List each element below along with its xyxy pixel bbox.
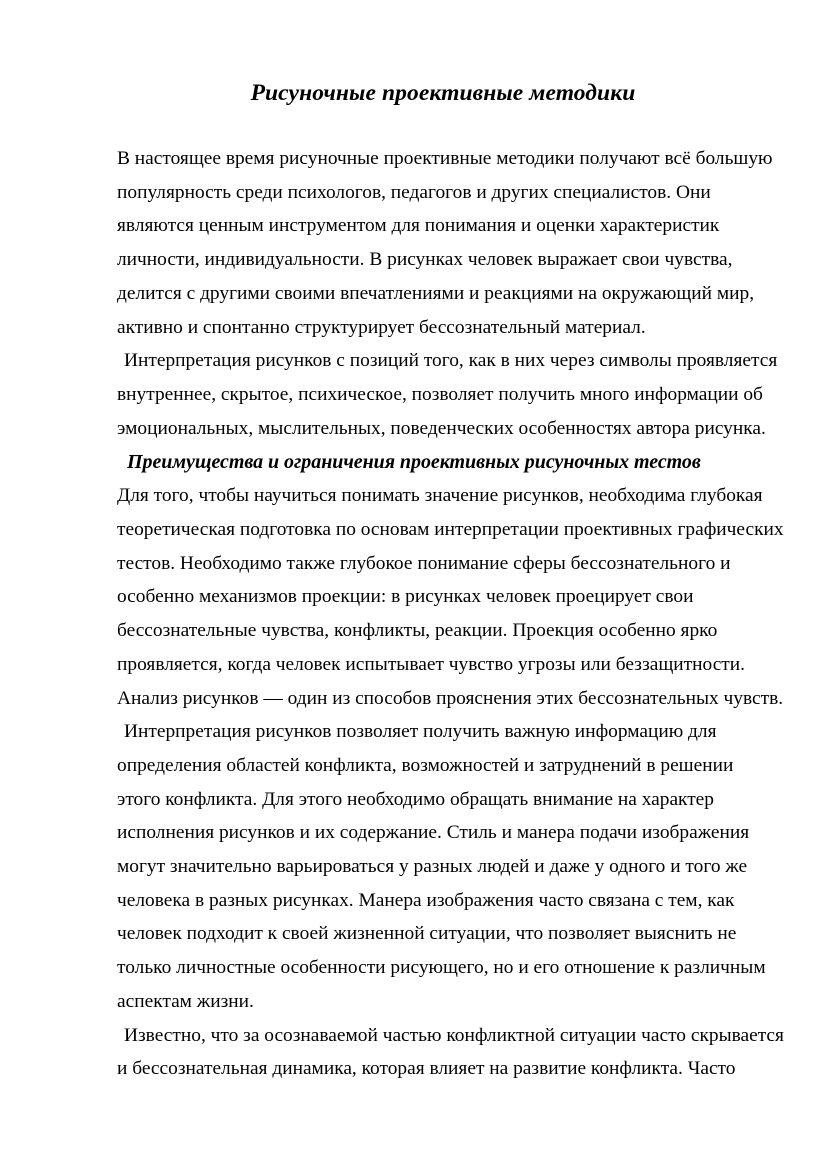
page-title: Рисуночные проективные методики [250,80,636,106]
section-heading-advantages: Преимущества и ограничения проективных рисуночных тестов [127,451,701,474]
text-line: В настоящее время рисуночные проективные методики получают всё большую [117,148,773,169]
document-content [117,76,784,1086]
paragraph-interpretation [117,344,778,445]
text-line: тестов. Необходимо также глубокое понимание сферы бессознательного и [117,552,731,574]
text-line: Известно, что за осознаваемой частью конфликтной ситуации часто скрывается [124,1024,784,1046]
text-line: определения областей конфликта, возможностей и затруднений в решении [117,754,734,776]
paragraph-intro [117,142,773,344]
text-line: делится с другими своими впечатлениями и реакциями на окружающий мир, [117,282,755,304]
text-line: исполнения рисунков и их содержание. Стиль и манера подачи изображения [117,822,750,844]
text-line: аспектам жизни. [117,990,254,1012]
text-line: популярность среди психологов, педагогов и других специалистов. Они [117,181,711,203]
text-line: активно и спонтанно структурирует бессознательный материал. [117,316,646,338]
text-line: Интерпретация рисунков позволяет получить важную информацию для [124,721,717,743]
text-line: особенно механизмов проекции: в рисунках человек проецирует свои [117,586,694,608]
text-line: личности, индивидуальности. В рисунках человек выражает свои чувства, [117,249,733,271]
paragraph-unconscious-dynamics [117,1019,784,1086]
text-line: теоретическая подготовка по основам интерпретации проективных графических [117,519,784,541]
text-line: человек подходит к своей жизненной ситуации, что позволяет выяснить не [117,923,737,945]
text-line: Анализ рисунков — один из способов прояснения этих бессознательных чувств. [117,687,784,709]
text-line: и бессознательная динамика, которая влияет на развитие конфликта. Часто [117,1058,736,1080]
text-line: эмоциональных, мыслительных, поведенческих особенностях автора рисунка. [117,417,766,439]
text-line: бессознательные чувства, конфликты, реакции. Проекция особенно ярко [117,620,718,642]
paragraph-conflict-areas [117,715,769,1018]
text-line: этого конфликта. Для этого необходимо обращать внимание на характер [117,788,714,810]
text-line: могут значительно варьироваться у разных людей и даже у одного и того же [117,856,748,878]
text-line: Для того, чтобы научиться понимать значение рисунков, необходима глубокая [117,485,763,507]
text-line: проявляется, когда человек испытывает чувство угрозы или беззащитности. [117,653,746,675]
paragraph-theory [117,479,784,715]
text-line: внутреннее, скрытое, психическое, позволяет получить много информации об [117,383,763,405]
text-line: Интерпретация рисунков с позиций того, как в них через символы проявляется [124,350,778,372]
text-line: только личностные особенности рисующего, но и его отношение к различным [117,957,766,979]
text-line: являются ценным инструментом для понимания и оценки характеристик [117,215,720,237]
text-line: человека в разных рисунках. Манера изображения часто связана с тем, как [117,889,735,911]
